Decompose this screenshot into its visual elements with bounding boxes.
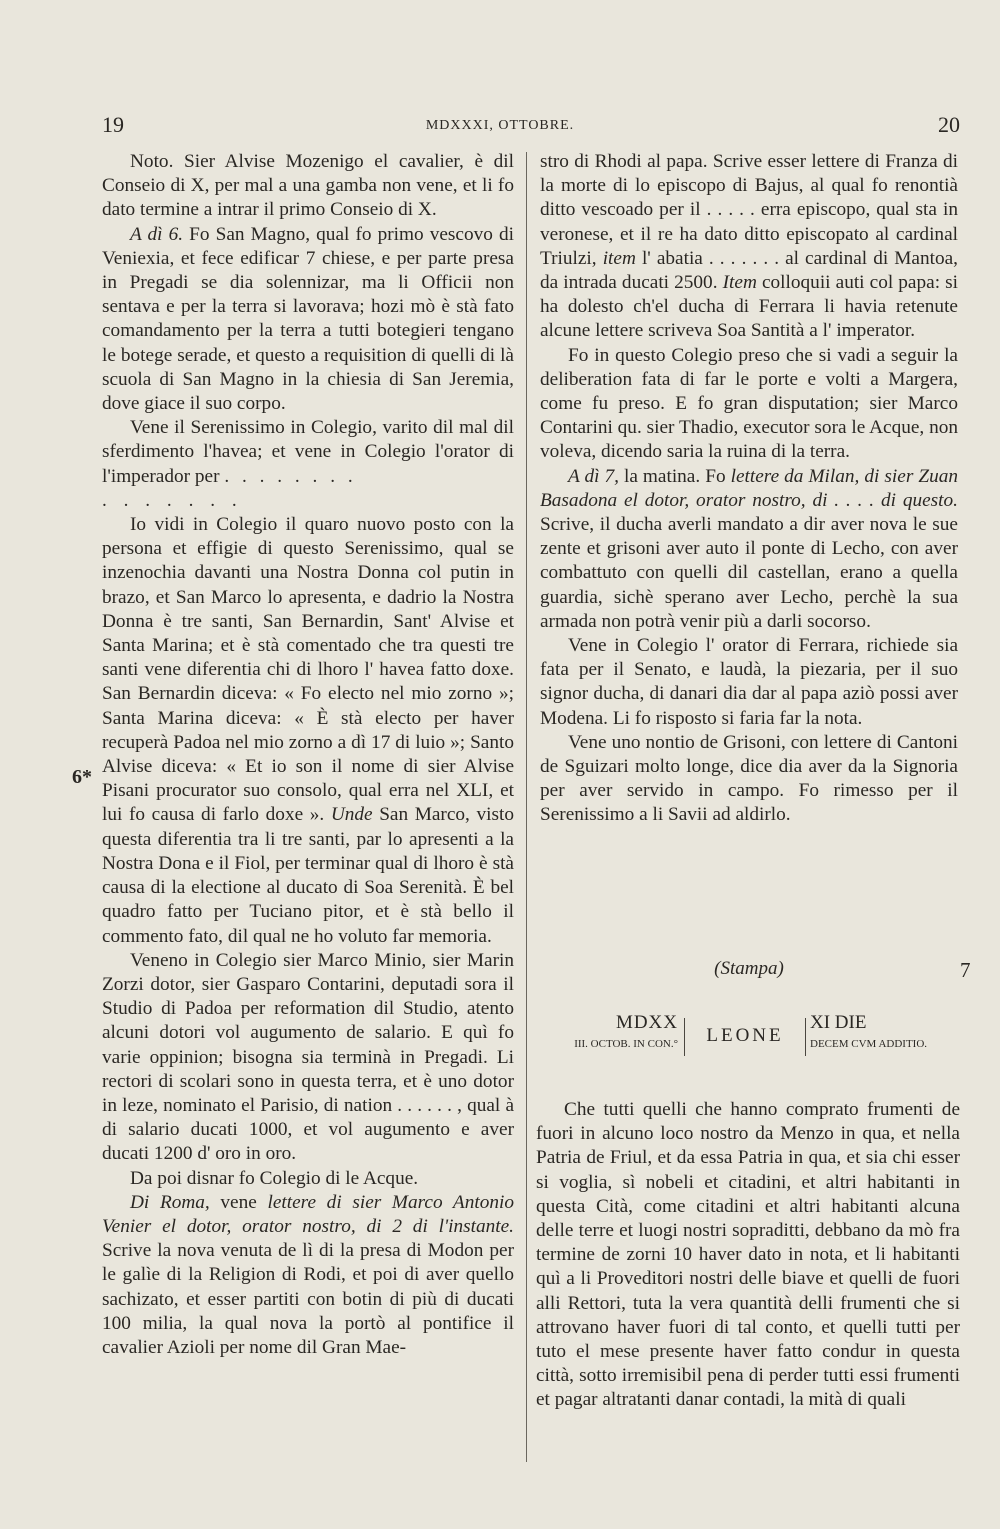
paragraph: Vene uno nontio de Grisoni, con lettere di Cantoni de Sguizari molto longe, dice dia aver da la Signoria per aver servido in campo. Fo rimesso per il Serenissimo a li Savii ad aldirlo.	[540, 731, 958, 826]
stampa-heading: (Stampa)	[714, 958, 784, 979]
seal-right	[810, 1012, 960, 1050]
paragraph-text: Vene il Serenissimo in Colegio, varito dil mal dil sferdimento l'havea; et vene in Colegio l'orator di l'imperador per	[102, 417, 514, 487]
paragraph-text: Scrive, il ducha averli mandato a dir aver nova le sue zente et grisoni aver auto il ponte di Lecho, con aver combattuto con quelli dil castellan, erano a quella guardia, sichè sperano aver Lecho, perchè la sua armada non potrà venir più a darli socorso.	[540, 514, 958, 632]
column-divider	[526, 152, 527, 1462]
running-header: MDXXXI, OTTOBRE.	[425, 118, 575, 133]
ellipsis-dots: . . . . . . .	[102, 489, 243, 511]
paragraph-text: stro di Rhodi al papa. Scrive esser lettere di Franza di la morte di lo episcopo di Bajus, al qual fo renontià ditto vescoado per il . . . . . erra episcopo, qual sta in veronese, et il re ha dato ditto episcopato al cardinal Triulzi,	[540, 151, 958, 269]
page-number-left: 19	[102, 112, 124, 137]
seal-left	[536, 1012, 678, 1050]
paragraph	[102, 416, 514, 489]
paragraph: Vene in Colegio l' orator di Ferrara, richiede sia fata per il Senato, e laudà, la piezaria, per il suo signor ducha, di danari dia dar al papa aziò possi aver Modena. Li fo risposto si faria far la nota.	[540, 635, 958, 729]
paragraph: Fo in questo Colegio preso che si vadi a seguir la deliberation fata di far le porte e volti a Margera, come fu preso. E fo gran disputation; sier Marco Contarini qu. sier Thadio, executor sora le Acque, non voleva, dicendo saria la ruina di la terra.	[540, 344, 958, 463]
paragraph	[102, 223, 514, 417]
date-heading: A dì 6.	[130, 223, 184, 245]
paragraph	[540, 150, 958, 344]
paragraph: Da poi disnar fo Colegio di le Acque.	[130, 1167, 419, 1189]
paragraph-text: vene	[209, 1191, 268, 1213]
seal-addition: DECEM CVM ADDITIO.	[810, 1038, 928, 1050]
paragraph: Veneno in Colegio sier Marco Minio, sier Marin Zorzi dotor, sier Gasparo Contarini, deputadi sora il Studio di Padoa per reformation dil Studio, atento alcuni dotori vol augumento de salario. E quì fo varie oppinion; bisogna sia terminà in Pregadi. Li rectori di scolari sono in questa terra, et è uno dotor in leze, nominato el Parisio, di nation . . . . . . , qual à di salario ducati 1000, et vol augumento e aver ducati 1200 d' oro in oro.	[102, 949, 514, 1165]
seal-box	[684, 1018, 806, 1056]
paragraph-text: l' abatia . . . . . . . al cardinal di Mantoa, da intrada ducati 2500.	[540, 247, 958, 294]
paragraph-text: Scrive la nova venuta de lì di la presa di Modon per le galìe di la Religion di Rodi, et poi di aver quello sachizato, et esser partiti con botin di più di ducati 100 milia, la qual nova la portò al pontifice il cavalier Azioli per nome dil Gran Mae-	[102, 1240, 514, 1358]
decree-seal-heading	[536, 1012, 960, 1062]
seal-name: LEONE	[706, 1025, 784, 1046]
italic-heading: Di Roma,	[130, 1191, 210, 1213]
left-column	[102, 150, 514, 1360]
paragraph: Che tutti quelli che hanno comprato frumenti de fuori in alcuno loco nostro da Menzo in qua, et nella Patria de Friul, et da essa Patria in qua, et sia chi esser si voglia, sì nobeli et citadini, et altri habitanti in questa Cità, come citadini et altri habitanti alcuna delle terre et luogi nostri sopraditti, debbano da mò fra termine de zorni 10 haver dato in nota, et li habitanti quì a li Proveditori nostri delle biave et quelli de fuori alli Rettori, tuta la vera quantità delli frumenti che si attrovano haver fuori di tal conto, et quelli tutti per tuto el mese presente haver fatto condur in questa città, sotto irremisibil pena di perder tutti essi frumenti et pagar altratanti danar contadi, la mità di quali	[536, 1099, 960, 1411]
margin-note-left: 6*	[72, 766, 92, 788]
paragraph-text: colloquii auti col papa: si ha dolesto ch'el ducha di Ferrara li havia retenute alcune lettere scriveva Soa Santità a l' imperator.	[540, 272, 959, 342]
italic-word: Item	[722, 272, 757, 294]
italic-word: Unde	[330, 804, 373, 826]
paragraph-text: Fo San Magno, qual fo primo vescovo di Veniexia, et fece edificar 7 chiese, e per parte presa in Pregadi se dia solennizar, ma li Officii non sentava e per la terra si lavorava; hozi mò è stà fato comandamento per la terra a tutti botegieri tengano le botege serade, et questo a requisition di quelli di là scuola di San Magno in la chiesia di San Jeremia, dove giace il suo corpo.	[102, 223, 515, 415]
seal-date: III. OCTOB. IN CON.°	[574, 1038, 678, 1050]
paragraph	[102, 1191, 514, 1360]
italic-phrase: lettere di sier Marco Antonio Venier el dotor, orator nostro, di 2 di l'instante.	[102, 1191, 514, 1237]
paragraph-text: Io vidi in Colegio il quaro nuovo posto con la persona et effigie di questo Serenissimo, qual se inzenochia davanti una Nostra Donna col putin in brazo, et San Marco lo apresenta, e dadrio la Nostra Donna è tre santi, San Bernardin, Sant' Alvise et Santa Marina; et è stà comentado che tra questi tre santi vene diferentia chi di lhoro l' havea fatto doxe. San Bernardin diceva: « Fo electo nel mio zorno »; Santa Marina diceva: « È stà electo per haver recuperà Padoa nel mio zorno a dì 17 di luio »; Santo Alvise diceva: « Et io son il nome di sier Alvise Pisani procurator suo consolo, qual erra nel XLI, et lui fo causa di farlo doxe ».	[102, 514, 514, 826]
italic-word: item	[602, 247, 636, 269]
paragraph: Noto. Sier Alvise Mozenigo el cavalier, è dil Conseio di X, per mal a una gamba non vene, et li fo dato termine a intrar il primo Conseio di X.	[102, 151, 514, 221]
ellipsis-dots: . . . . . . . .	[224, 465, 357, 487]
italic-phrase: lettere da Milan, di sier Zuan Basadona el dotor, orator nostro, di . . . . di questo.	[540, 465, 958, 511]
date-heading: A dì 7,	[568, 465, 619, 487]
paragraph-text: San Marco, visto questa diferentia tra li tre santi, par lo apresenti a la Nostra Dona e il Fiol, per terminar qual di lhoro è stà causa di la electione al ducato di Soa Serenità. È bel quadro fatto per Tuciano pitor, et è stà bello il commento fato, dil qual ne ho voluto far memoria.	[102, 804, 514, 947]
paragraph-text: la matina. Fo	[618, 465, 731, 487]
page-number-right: 20	[938, 112, 960, 137]
paragraph	[540, 465, 958, 634]
margin-note-right: 7	[960, 958, 971, 982]
seal-day: XI DIE	[810, 1012, 867, 1033]
seal-year: MDXX	[615, 1012, 678, 1033]
right-column	[540, 150, 958, 828]
paragraph	[102, 513, 514, 949]
decree-text	[536, 1098, 960, 1413]
